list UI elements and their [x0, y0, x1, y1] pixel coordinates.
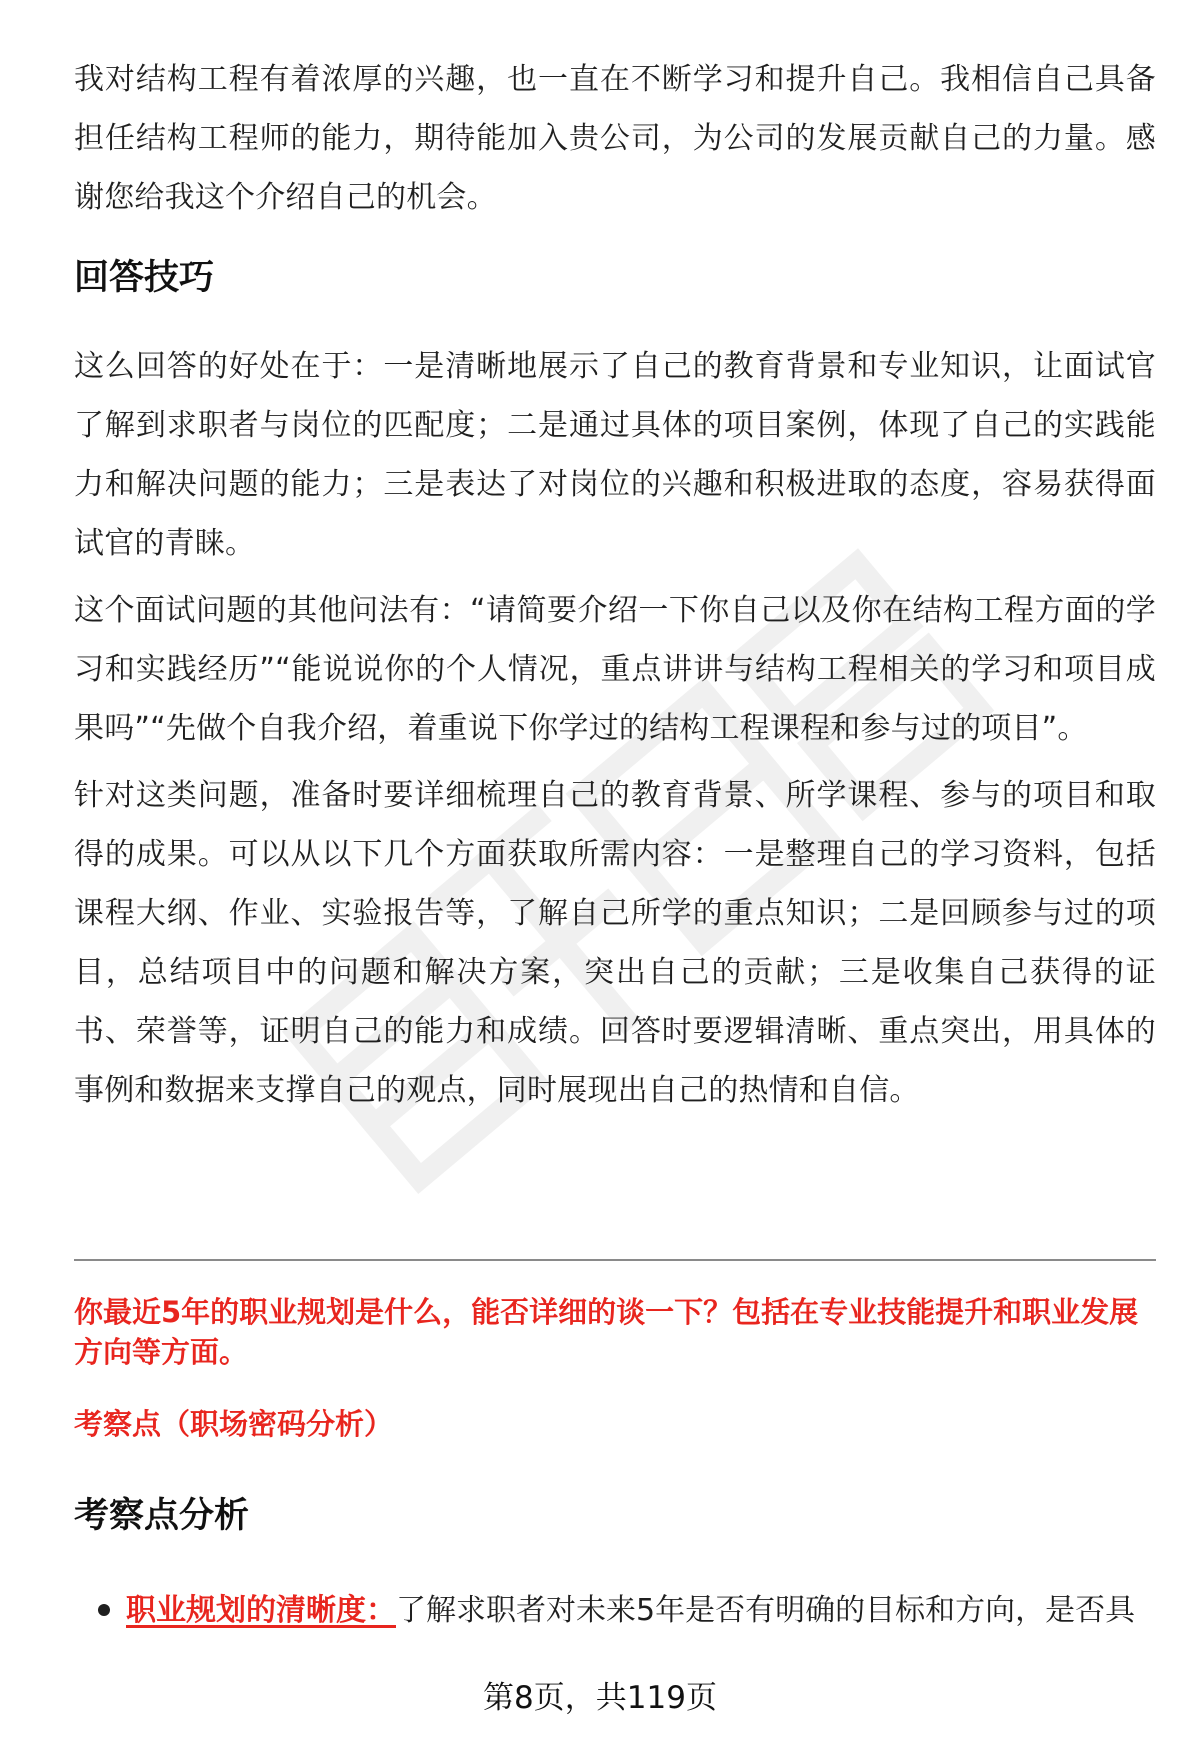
interview-question: 你最近5年的职业规划是什么，能否详细的谈一下？包括在专业技能提升和职业发展方向等方面。 [74, 1295, 1139, 1369]
bullet-dot-icon [98, 1604, 110, 1616]
assessment-label: 考察点（职场密码分析） [74, 1407, 394, 1441]
section-heading-tips: 回答技巧 [74, 258, 215, 298]
tips-paragraph: 这么回答的好处在于：一是清晰地展示了自己的教育背景和专业知识，让面试官了解到求职者与岗位的匹配度；二是通过具体的项目案例，体现了自己的实践能力和解决问题的能力；三是表达了对岗位的兴趣和积极进取的态度，容易获得面试官的青睐。 [74, 349, 1156, 561]
preparation-paragraph: 针对这类问题，准备时要详细梳理自己的教育背景、所学课程、参与的项目和取得的成果。可以从以下几个方面获取所需内容：一是整理自己的学习资料，包括课程大纲、作业、实验报告等，了解自己所学的重点知识；二是回顾参与过的项目，总结项目中的问题和解决方案，突出自己的贡献；三是收集自己获得的证书、荣誉等，证明自己的能力和成绩。回答时要逻辑清晰、重点突出，用具体的事例和数据来支撑自己的观点，同时展现出自己的热情和自信。 [74, 778, 1156, 1108]
bullet-description: 了解求职者对未来5年是否有明确的目标和方向，是否具 [396, 1593, 1136, 1628]
page-number-footer: 第8页，共119页 [483, 1680, 717, 1716]
intro-paragraph: 我对结构工程有着浓厚的兴趣，也一直在不断学习和提升自己。我相信自己具备担任结构工程师的能力，期待能加入贵公司，为公司的发展贡献自己的力量。感谢您给我这个介绍自己的机会。 [74, 62, 1156, 215]
bullet-term-link[interactable]: 职业规划的清晰度： [126, 1593, 396, 1628]
alternative-questions-paragraph: 这个面试问题的其他问法有：“请简要介绍一下你自己以及你在结构工程方面的学习和实践经历”“能说说你的个人情况，重点讲讲与结构工程相关的学习和项目成果吗”“先做个自我介绍，着重说下你学过的结构工程课程和参与过的项目”。 [74, 593, 1156, 746]
section-heading-analysis: 考察点分析 [74, 1496, 250, 1536]
document-page [74, 0, 1156, 1755]
section-divider [74, 1259, 1156, 1261]
bullet-content [126, 1589, 1135, 1633]
